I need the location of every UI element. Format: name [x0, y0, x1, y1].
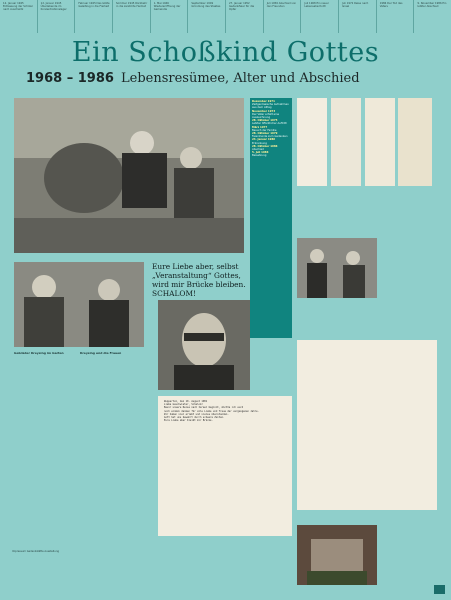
footer-text: Impressum Gedenkstätte Ausstellung — [12, 550, 59, 553]
chronik-text: Abschied — [252, 148, 264, 152]
timeline-item: 12. Januar 1945 Überlebende im Konzentrationslager — [37, 0, 75, 33]
timeline-item: September 1949 Gründung des Staates — [187, 0, 225, 33]
years-heading: 1968 – 1986 — [26, 71, 114, 86]
timeline-item: 12. Januar 1945 Entlassung der Schüler nach Auschwitz — [3, 2, 33, 12]
document-scan-1 — [297, 98, 327, 186]
letter-line: Wir haben viel erlebt und vieles überstanden. — [164, 412, 229, 416]
chronik-text: Der Vater erhält eine Auszeichnung — [252, 112, 280, 120]
chronik-text: Feierstunde zum Gedenken — [252, 135, 288, 139]
caption-title: Kreysing und die Frauen — [80, 352, 122, 355]
caption-left-2 — [80, 352, 144, 432]
chronik-year: November 1973 — [252, 109, 276, 113]
chronik-panel — [250, 98, 292, 338]
family-photo-large — [14, 98, 244, 253]
chronik-year: 28. Oktober 1979 — [252, 132, 278, 136]
letter-line: Eure Liebe aber bleibt mir Brücke. — [164, 419, 213, 423]
letter-line: noch einmal danken für alle Liebe und Treue der vergangenen Jahre. — [164, 409, 259, 413]
photo-group-graphic — [297, 238, 377, 298]
chronik-text: Besuch der Familie — [252, 128, 277, 132]
timeline-item: 1. Mai 1946 Wiedereröffnung der Gemeinde — [150, 0, 188, 33]
document-scan-2 — [331, 98, 361, 186]
chronik-year: Dezember 1971 — [252, 100, 275, 103]
timeline-item: Februar 1945 Das letzte Geleitzug in die Freiheit — [74, 0, 112, 33]
poster-title: Ein Schoßkind Gottes — [71, 37, 380, 68]
family-photo-graphic — [14, 98, 244, 253]
chronik-year: 28. Oktober 1975 — [252, 119, 278, 123]
chronik-text: Erkrankung — [252, 141, 267, 145]
document-scan-4 — [398, 98, 432, 186]
chronik-year: 24. Januar 1986 — [252, 138, 276, 142]
portrait-photo — [158, 300, 250, 390]
grave-photo — [297, 525, 377, 585]
photo-group — [297, 238, 377, 298]
timeline — [0, 0, 451, 33]
timeline-item: Juli 1956 Abschied von den Freunden — [263, 0, 301, 33]
letter-document — [158, 396, 292, 536]
chronik-year: 28. Oktober 1986 — [252, 144, 278, 148]
letter-line: Wuppertal, den 10. August 1981 — [164, 400, 208, 403]
letter-line: Bevor unsere Reise nach Israel beginnt, möchte ich euch — [164, 406, 244, 410]
chronik-text: Beisetzung — [252, 154, 267, 158]
logo-icon — [434, 585, 445, 594]
timeline-item: 27. Januar 1952 Gedenkfeier für die Opfer — [225, 0, 263, 33]
letter-line: Gott hat uns bewahrt durch schwere Zeiten. — [164, 416, 225, 420]
chronik-year: 5. Juli 1986 — [252, 151, 269, 155]
chronik-year: März 1977 — [252, 125, 268, 129]
grave-photo-graphic — [297, 525, 377, 585]
timeline-item: Sommer 1945 Rückkehr in die zerstörte Heimat — [112, 0, 150, 33]
caption-left-1 — [14, 352, 74, 432]
timeline-item: 1986 Der Tod des Vaters — [376, 0, 414, 33]
quote-text: Eure Liebe aber, selbst „Veranstaltung“ Gottes, wird mir Brücke bleiben. SCHALOM! — [152, 262, 246, 298]
timeline-item: Juli 1972 Reise nach Israel — [338, 0, 376, 33]
chronik-text: Letzter öffentlicher Auftritt — [252, 122, 287, 126]
timeline-item: Juli 1968 Ein neuer Lebensabschnitt — [300, 0, 338, 33]
letter-line: Liebe Geschwister, Schalom! — [164, 403, 203, 407]
chronik-text: Zeitgenössische Aufnahmen aus dem Alltag — [252, 103, 289, 110]
timeline-item: 9. November 1986 Ein letzter Abschied — [413, 0, 451, 33]
subtitle-heading: Lebensresümee, Alter und Abschied — [121, 71, 360, 86]
photo-women — [14, 262, 144, 347]
portrait-graphic — [158, 300, 250, 390]
document-scan-3 — [365, 98, 395, 186]
photo-women-graphic — [14, 262, 144, 347]
right-letter — [297, 340, 437, 510]
caption-title: Gebrüder Kreysing im Garten — [14, 352, 64, 355]
